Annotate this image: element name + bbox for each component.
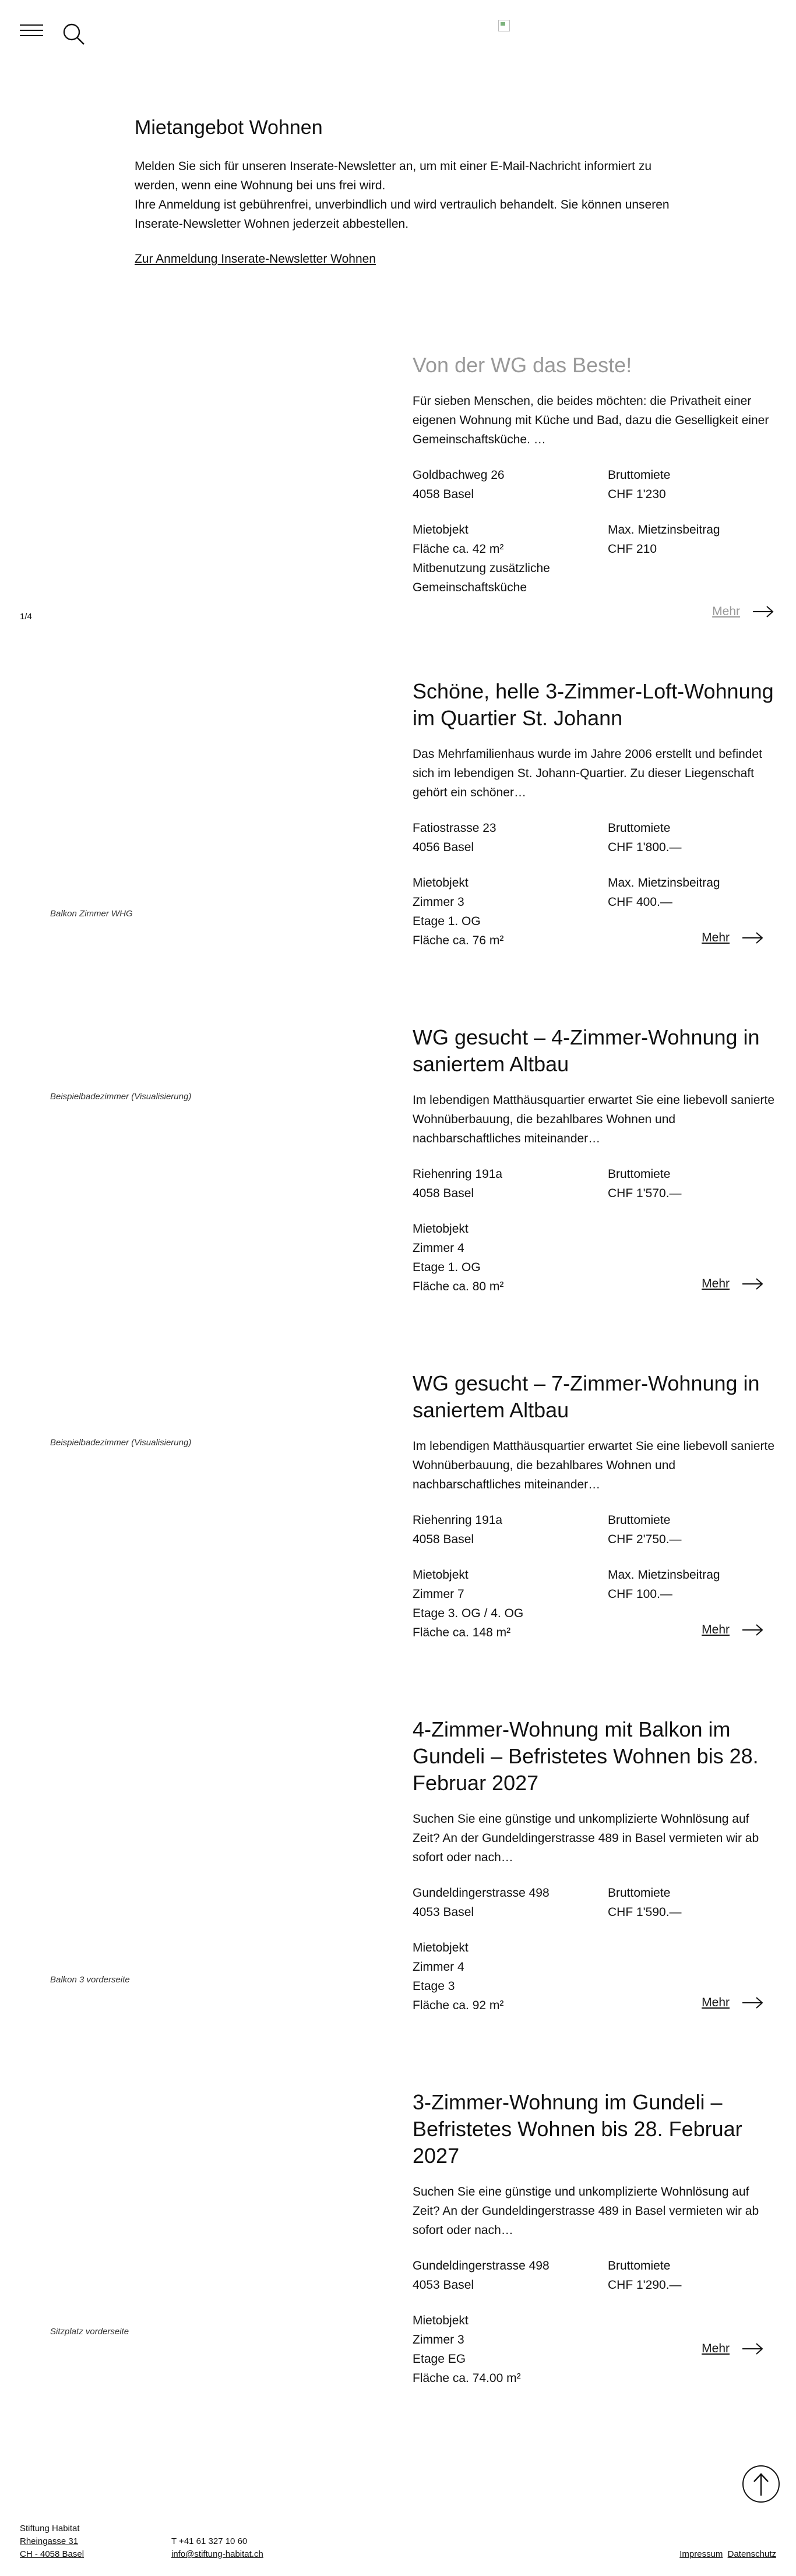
listing-facts [413, 2256, 780, 2388]
more-link[interactable] [712, 605, 774, 619]
arrow-right-icon [742, 1278, 763, 1290]
gross-rent: Bruttomiete CHF 1'800.— [608, 821, 682, 854]
arrow-right-icon [742, 2343, 763, 2355]
more-link[interactable] [702, 1996, 763, 2010]
max-rent-contribution: Max. Mietzinsbeitrag CHF 400.— [608, 876, 720, 909]
listing-title[interactable]: Von der WG das Beste! [413, 353, 632, 377]
address: Goldbachweg 26 4058 Basel [413, 468, 505, 501]
arrow-right-icon [753, 606, 774, 617]
listing-title[interactable]: Schöne, helle 3-Zimmer-Loft-Wohnung im Quartier St. Johann [413, 679, 774, 730]
arrow-up-icon [753, 2472, 769, 2496]
listing-title[interactable]: WG gesucht – 7-Zimmer-Wohnung in saniertem Altbau [413, 1371, 760, 1422]
datenschutz-link[interactable]: Datenschutz [727, 2549, 776, 2559]
image-caption: Beispielbadezimmer (Visualisierung) [50, 1092, 192, 1102]
footer-contact [171, 2535, 263, 2561]
address: Riehenring 191a 4058 Basel [413, 1513, 503, 1546]
arrow-right-icon [742, 932, 763, 944]
footer-email-link[interactable]: info@stiftung-habitat.ch [171, 2549, 263, 2559]
impressum-link[interactable]: Impressum [679, 2549, 723, 2559]
address: Riehenring 191a 4058 Basel [413, 1167, 503, 1200]
footer-street-link[interactable]: Rheingasse 31 [20, 2536, 79, 2546]
gross-rent: Bruttomiete CHF 1'230 [608, 468, 671, 501]
listing-description: Im lebendigen Matthäusquartier erwartet Sie eine liebevoll sanierte Wohnüberbauung, die bezahlbares Wohnen und nachbarschaftliches miteinander… [413, 1093, 775, 1145]
footer-address [20, 2522, 84, 2561]
header [0, 0, 796, 64]
image-caption: Beispielbadezimmer (Visualisierung) [50, 1438, 192, 1448]
rental-object: Mietobjekt Zimmer 4 Etage 3 Fläche ca. 92 m² [413, 1941, 504, 2012]
logo-broken-image-icon[interactable] [498, 20, 510, 31]
more-label: Mehr [702, 1277, 730, 1290]
intro-section [135, 117, 671, 266]
gross-rent: Bruttomiete CHF 2'750.— [608, 1513, 682, 1546]
gross-rent: Bruttomiete CHF 1'570.— [608, 1167, 682, 1200]
more-link[interactable] [702, 1277, 763, 1291]
listing-title[interactable]: 4-Zimmer-Wohnung mit Balkon im Gundeli – Befristetes Wohnen bis 28. Februar 2027 [413, 1717, 759, 1795]
max-rent-contribution: Max. Mietzinsbeitrag CHF 100.— [608, 1568, 720, 1601]
rental-object: Mietobjekt Zimmer 3 Etage EG Fläche ca. 74.00 m² [413, 2314, 521, 2385]
listing-description: Suchen Sie eine günstige und unkomplizierte Wohnlösung auf Zeit? An der Gundeldingerstrasse 489 in Basel vermieten wir ab sofort oder nach… [413, 2185, 759, 2237]
more-label: Mehr [702, 1996, 730, 2009]
arrow-right-icon [742, 1997, 763, 2009]
menu-icon[interactable] [20, 24, 43, 42]
footer-phone[interactable]: T +41 61 327 10 60 [171, 2536, 248, 2546]
more-label: Mehr [702, 931, 730, 944]
listing-title[interactable]: WG gesucht – 4-Zimmer-Wohnung in saniertem Altbau [413, 1025, 760, 1076]
listing-description: Im lebendigen Matthäusquartier erwartet Sie eine liebevoll sanierte Wohnüberbauung, die bezahlbares Wohnen und nachbarschaftliches miteinander… [413, 1439, 775, 1491]
slider-counter: 1/4 [20, 612, 32, 622]
footer [0, 2522, 796, 2576]
more-label: Mehr [702, 1623, 730, 1636]
listing-description: Das Mehrfamilienhaus wurde im Jahre 2006 erstellt und befindet sich im lebendigen St. Johann-Quartier. Zu dieser Liegenschaft gehört ein schöner… [413, 747, 762, 799]
image-caption: Sitzplatz vorderseite [50, 2327, 129, 2337]
address: Gundeldingerstrasse 498 4053 Basel [413, 1886, 550, 1919]
gross-rent: Bruttomiete CHF 1'590.— [608, 1886, 682, 1919]
intro-text-2: Ihre Anmeldung ist gebührenfrei, unverbindlich und wird vertraulich behandelt. Sie können unseren Inserate-Newsletter Wohnen jederzeit abbestellen. [135, 198, 670, 231]
footer-org: Stiftung Habitat [20, 2524, 80, 2533]
address: Fatiostrasse 23 4056 Basel [413, 821, 496, 854]
footer-legal [677, 2548, 776, 2561]
more-link[interactable] [702, 1623, 763, 1637]
gross-rent: Bruttomiete CHF 1'290.— [608, 2259, 682, 2292]
more-label: Mehr [712, 605, 740, 618]
image-caption: Balkon 3 vorderseite [50, 1975, 130, 1985]
page-title: Mietangebot Wohnen [135, 117, 323, 139]
rental-object: Mietobjekt Zimmer 3 Etage 1. OG Fläche ca. 76 m² [413, 876, 504, 947]
listing-facts [413, 465, 780, 597]
more-label: Mehr [702, 2342, 730, 2355]
search-icon[interactable] [62, 22, 85, 45]
intro-text-1: Melden Sie sich für unseren Inserate-Newsletter an, um mit einer E-Mail-Nachricht informiert zu werden, wenn eine Wohnung bei uns frei wird. [135, 160, 651, 192]
footer-city-link[interactable]: CH - 4058 Basel [20, 2549, 84, 2559]
listing-description: Suchen Sie eine günstige und unkomplizierte Wohnlösung auf Zeit? An der Gundeldingerstrasse 489 in Basel vermieten wir ab sofort oder nach… [413, 1812, 759, 1864]
rental-object: Mietobjekt Zimmer 4 Etage 1. OG Fläche ca. 80 m² [413, 1222, 504, 1293]
image-caption: Balkon Zimmer WHG [50, 909, 133, 919]
rental-object: Mietobjekt Zimmer 7 Etage 3. OG / 4. OG Fläche ca. 148 m² [413, 1568, 524, 1639]
address: Gundeldingerstrasse 498 4053 Basel [413, 2259, 550, 2292]
more-link[interactable] [702, 2342, 763, 2356]
more-link[interactable] [702, 931, 763, 945]
rental-object: Mietobjekt Fläche ca. 42 m² Mitbenutzung zusätzliche Gemeinschaftsküche [413, 523, 550, 594]
newsletter-link[interactable]: Zur Anmeldung Inserate-Newsletter Wohnen [135, 252, 376, 266]
listing-title[interactable]: 3-Zimmer-Wohnung im Gundeli – Befristetes Wohnen bis 28. Februar 2027 [413, 2090, 742, 2168]
scroll-to-top-button[interactable] [742, 2465, 780, 2503]
listing-description: Für sieben Menschen, die beides möchten: die Privatheit einer eigenen Wohnung mit Küche und Bad, dazu die Geselligkeit einer Gemeinschaftsküche. … [413, 394, 769, 446]
arrow-right-icon [742, 1624, 763, 1636]
max-rent-contribution: Max. Mietzinsbeitrag CHF 210 [608, 523, 720, 556]
